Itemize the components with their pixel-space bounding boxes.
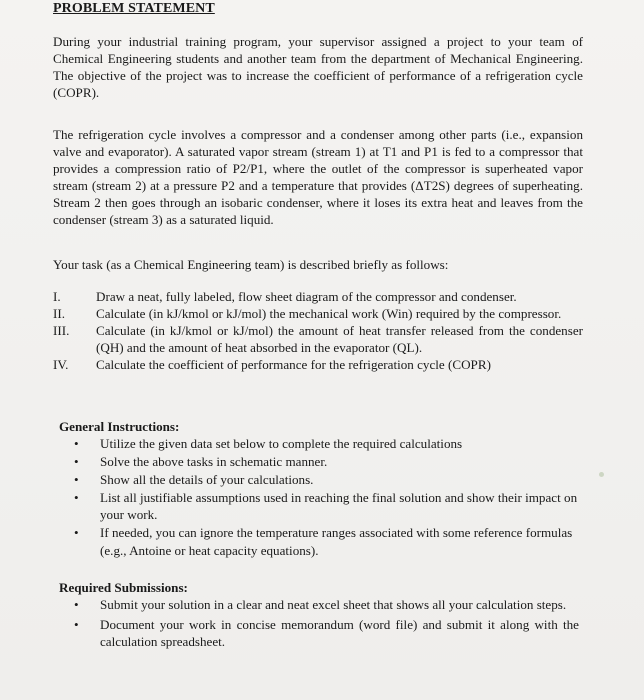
list-item [59,435,579,452]
list-item-text: Submit your solution in a clear and neat excel sheet that shows all your calculation steps. [100,597,567,612]
task-text: Calculate (in kJ/kmol or kJ/mol) the mechanical work (Win) required by the compressor. [96,306,562,322]
list-item [59,453,579,470]
task-text: Draw a neat, fully labeled, flow sheet diagram of the compressor and condenser. [96,289,517,304]
task-number: II. [53,306,65,322]
task-number: IV. [53,357,69,373]
required-submissions-heading: Required Submissions: [59,580,188,595]
intro-paragraph: During your industrial training program, your supervisor assigned a project to your team of Chemical Engineering students and another team from the department of Mechanical Engineering. The objective of the project was to increase the coefficient of performance of a refrigeration cycle (COPR). [53,34,583,101]
task-item [53,288,583,305]
bullet-icon: • [74,472,79,488]
task-number: III. [53,323,70,339]
bullet-icon: • [74,490,79,506]
task-text: Calculate (in kJ/kmol or kJ/mol) the amount of heat transfer released from the condenser (QH) and the amount of heat absorbed in the evaporator (QL). [96,323,583,356]
bullet-icon: • [74,436,79,451]
cycle-description-paragraph: The refrigeration cycle involves a compressor and a condenser among other parts (i.e., expansion valve and evaporator). A saturated vapor stream (stream 1) at T1 and P1 is fed to a compressor that provides a compression ratio of P2/P1, where the outlet of the compressor is superheated vapor stream (stream 2) at a pressure P2 and a temperature that provides (ΔT2S) degrees of superheating. Stream 2 then goes through an isobaric condenser, where it loses its extra heat and leaves from the condenser (stream 3) as a saturated liquid. [53,127,583,228]
task-number: I. [53,289,61,304]
task-intro: Your task (as a Chemical Engineering team) is described briefly as follows: [53,257,449,272]
list-item [59,471,579,488]
task-item [53,322,583,356]
bullet-icon: • [74,525,79,541]
bullet-icon: • [74,597,79,612]
list-item [59,596,579,613]
task-item [53,305,583,322]
task-item [53,356,583,373]
paper-speck [599,472,604,477]
list-item-text: Show all the details of your calculations. [100,472,314,488]
general-instructions-heading: General Instructions: [59,419,180,434]
bullet-icon: • [74,617,79,633]
list-item-text: Utilize the given data set below to complete the required calculations [100,436,463,451]
bullet-icon: • [74,454,79,470]
task-text: Calculate the coefficient of performance for the refrigeration cycle (COPR) [96,357,491,373]
list-item [59,489,579,523]
list-item [59,524,579,558]
task-list [53,288,583,373]
list-item-text: Document your work in concise memorandum (word file) and submit it along with the calculation spreadsheet. [100,617,579,650]
general-instructions-list [59,435,579,560]
list-item-text: Solve the above tasks in schematic manner. [100,454,328,470]
required-submissions-list [59,596,579,653]
page-title: PROBLEM STATEMENT [53,1,215,16]
list-item [59,616,579,650]
list-item-text: If needed, you can ignore the temperature ranges associated with some reference formulas (e.g., Antoine or heat capacity equations). [100,525,573,558]
list-item-text: List all justifiable assumptions used in reaching the final solution and show their impact on your work. [100,490,578,523]
